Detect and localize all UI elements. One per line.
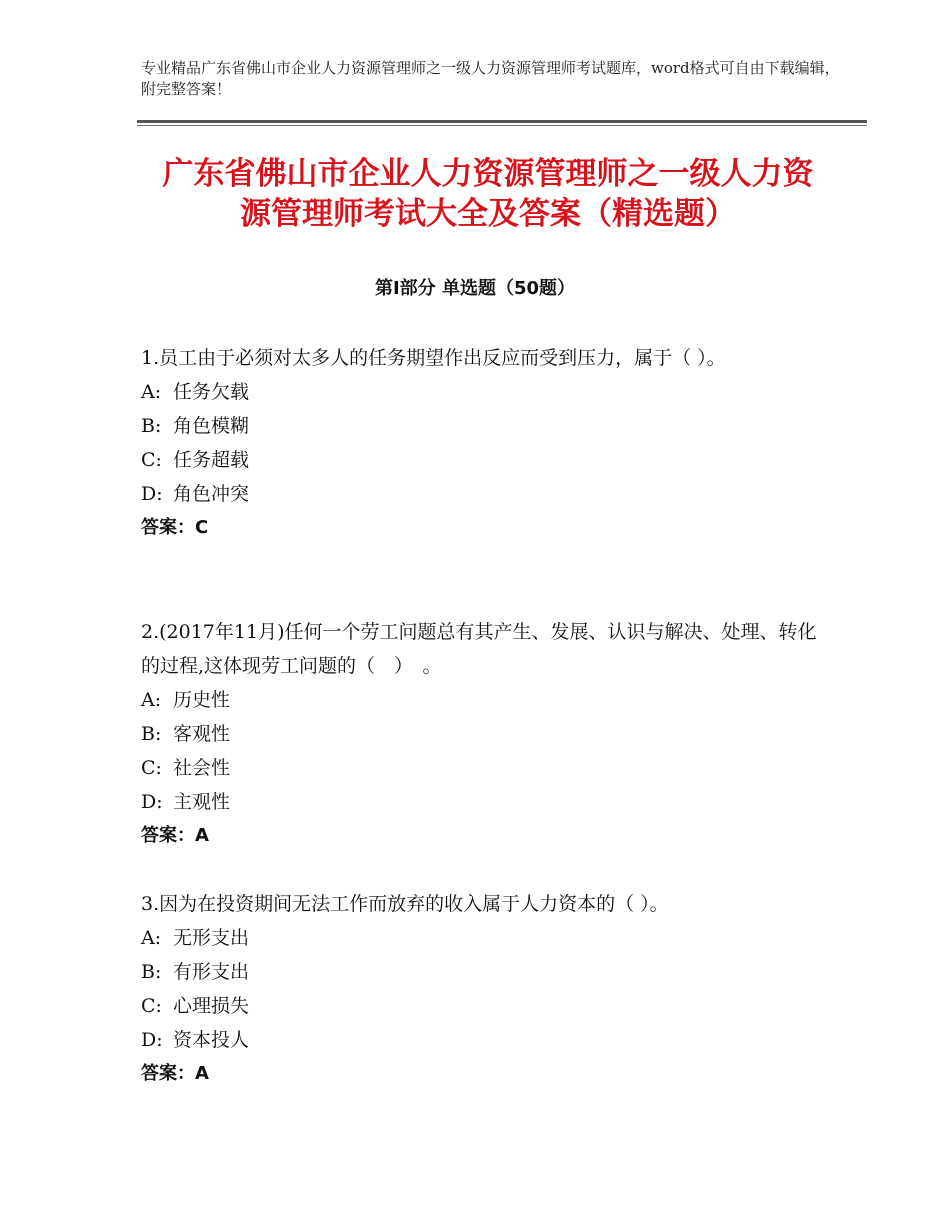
option-c: [141, 443, 821, 477]
option-letter: D:: [141, 791, 163, 813]
option-c: [141, 751, 821, 785]
option-text: 任务欠载: [173, 381, 250, 403]
option-b: [141, 717, 821, 751]
answer-label: 答案：C: [141, 517, 209, 538]
option-letter: A:: [141, 381, 162, 403]
option-a: [141, 921, 821, 955]
header-divider-thick: [137, 120, 867, 123]
option-d: [141, 1023, 821, 1057]
header-divider-thin: [137, 125, 867, 126]
answer-label: 答案：A: [141, 1063, 209, 1084]
option-text: 角色模糊: [173, 415, 250, 437]
option-text: 有形支出: [173, 961, 250, 983]
question-2: [141, 615, 821, 853]
option-a: [141, 683, 821, 717]
answer-label: 答案：A: [141, 825, 209, 846]
option-letter: B:: [141, 723, 162, 745]
option-b: [141, 955, 821, 989]
option-d: [141, 785, 821, 819]
option-a: [141, 375, 821, 409]
option-text: 客观性: [173, 723, 231, 745]
option-text: 社会性: [173, 757, 231, 779]
option-text: 资本投人: [173, 1029, 250, 1051]
option-letter: C:: [141, 995, 162, 1017]
option-letter: B:: [141, 961, 162, 983]
option-text: 历史性: [173, 689, 231, 711]
option-letter: C:: [141, 757, 162, 779]
option-letter: A:: [141, 927, 162, 949]
option-letter: D:: [141, 1029, 163, 1051]
question-3: [141, 887, 821, 1091]
option-text: 任务超载: [173, 449, 250, 471]
option-letter: C:: [141, 449, 162, 471]
option-letter: B:: [141, 415, 162, 437]
option-text: 心理损失: [173, 995, 250, 1017]
option-text: 无形支出: [173, 927, 250, 949]
option-text: 角色冲突: [173, 483, 250, 505]
question-stem: 1.员工由于必须对太多人的任务期望作出反应而受到压力，属于（ ）。: [141, 347, 726, 369]
option-letter: D:: [141, 483, 163, 505]
question-1: [141, 341, 821, 545]
question-stem: 3.因为在投资期间无法工作而放弃的收入属于人力资本的（ ）。: [141, 893, 669, 915]
option-b: [141, 409, 821, 443]
document-title: 广东省佛山市企业人力资源管理师之一级人力资源管理师考试大全及答案（精选题）: [162, 156, 814, 232]
header-note: 专业精品广东省佛山市企业人力资源管理师之一级人力资源管理师考试题库，word格式可自由下载编辑，附完整答案！: [141, 59, 840, 98]
option-text: 主观性: [173, 791, 231, 813]
section-heading: 第Ⅰ部分 单选题（50题）: [374, 278, 575, 299]
option-d: [141, 477, 821, 511]
question-stem: 2.(2017年11月)任何一个劳工问题总有其产生、发展、认识与解决、处理、转化的过程,这体现劳工问题的（ ） 。: [141, 621, 817, 677]
option-c: [141, 989, 821, 1023]
option-letter: A:: [141, 689, 162, 711]
